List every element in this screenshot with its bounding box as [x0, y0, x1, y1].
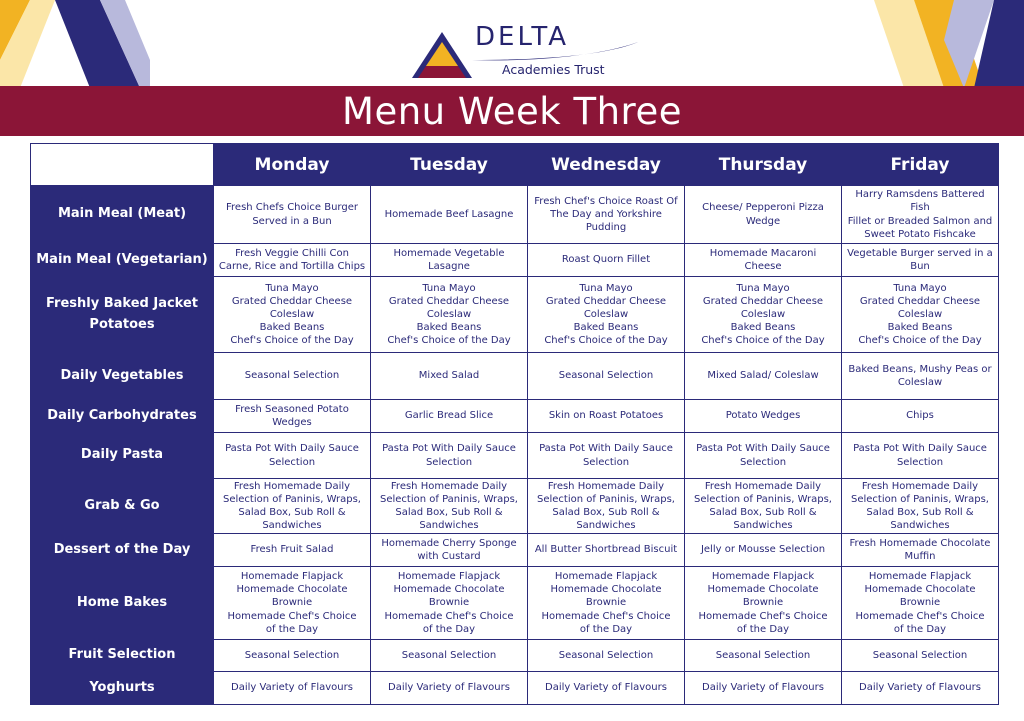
- menu-cell: [371, 400, 528, 433]
- menu-item-text: Sandwiches: [733, 520, 793, 532]
- menu-cell: [371, 672, 528, 705]
- menu-item-text: Baked Beans: [416, 322, 482, 334]
- menu-cell: [685, 672, 842, 705]
- menu-item-text: Muffin: [904, 551, 936, 562]
- menu-item-text: of the Day: [265, 623, 319, 635]
- menu-item-text: Fresh Seasoned Potato: [235, 403, 349, 415]
- menu-item-text: Daily Variety of Flavours: [388, 682, 510, 694]
- menu-cell: [371, 567, 528, 640]
- menu-item-text: Baked Beans: [573, 322, 639, 334]
- menu-item-text: Tuna Mayo: [422, 282, 476, 294]
- menu-row: [31, 479, 999, 534]
- menu-cell: [371, 186, 528, 244]
- menu-item-text: Tuna Mayo: [736, 282, 790, 294]
- menu-item-text: Seasonal Selection: [244, 370, 340, 382]
- menu-item-text: Served in a Bun: [252, 215, 332, 227]
- menu-item-text: Sandwiches: [576, 520, 636, 532]
- menu-item-text: Skin on Roast Potatoes: [548, 410, 664, 422]
- menu-cell: [842, 400, 999, 433]
- menu-item-text: Grated Cheddar Cheese: [859, 295, 981, 307]
- menu-cell: [685, 567, 842, 640]
- menu-item-text: Homemade Cherry Sponge: [381, 537, 517, 549]
- menu-cell: [214, 400, 371, 433]
- menu-item-text: Coleslaw: [740, 308, 786, 320]
- day-header: Friday: [842, 144, 999, 186]
- category-label: Daily Vegetables: [31, 353, 214, 400]
- menu-cell: [214, 672, 371, 705]
- menu-cell: [214, 534, 371, 567]
- menu-item-text: Coleslaw: [426, 308, 472, 320]
- category-label: Dessert of the Day: [31, 534, 214, 567]
- delta-triangle-icon: [410, 30, 474, 80]
- menu-item-text: Vegetable Burger served in a: [847, 247, 993, 259]
- menu-item-text: Potato Wedges: [725, 410, 801, 422]
- menu-item-text: Mixed Salad/ Coleslaw: [707, 370, 819, 382]
- menu-item-text: Grated Cheddar Cheese: [545, 295, 667, 307]
- menu-item-text: Coleslaw: [897, 308, 943, 320]
- menu-cell: [528, 186, 685, 244]
- category-label: Fruit Selection: [31, 640, 214, 672]
- menu-item-text: Daily Variety of Flavours: [545, 682, 667, 694]
- menu-item-text: Homemade Chocolate: [550, 584, 662, 596]
- menu-item-text: Bun: [910, 261, 930, 272]
- menu-row: [31, 244, 999, 277]
- menu-item-text: Sandwiches: [890, 520, 950, 532]
- menu-item-text: Selection of Paninis, Wraps,: [536, 493, 675, 505]
- menu-item-text: Brownie: [428, 597, 470, 609]
- menu-item-text: Seasonal Selection: [872, 649, 968, 661]
- menu-row: [31, 534, 999, 567]
- menu-cell: [214, 244, 371, 277]
- menu-item-text: Fresh Homemade Daily: [233, 480, 351, 492]
- menu-cell: [685, 433, 842, 479]
- menu-item-text: Homemade Chocolate: [236, 584, 348, 596]
- menu-item-text: of the Day: [422, 623, 476, 635]
- menu-item-text: Homemade Chocolate: [864, 584, 976, 596]
- menu-item-text: of the Day: [579, 623, 633, 635]
- menu-item-text: Homemade Flapjack: [711, 571, 815, 583]
- menu-cell: [842, 672, 999, 705]
- menu-item-text: Homemade Macaroni: [709, 247, 817, 259]
- menu-row: [31, 433, 999, 479]
- menu-item-text: Sandwiches: [419, 520, 479, 532]
- menu-cell: [685, 353, 842, 400]
- menu-item-text: Chef's Choice of the Day: [387, 335, 511, 347]
- menu-item-text: Brownie: [585, 597, 627, 609]
- menu-item-text: Selection of Paninis, Wraps,: [693, 493, 832, 505]
- menu-item-text: Cheese: [744, 261, 782, 272]
- category-label: Grab & Go: [31, 479, 214, 534]
- menu-item-text: Fresh Chef's Choice Roast Of: [534, 195, 678, 207]
- menu-cell: [685, 244, 842, 277]
- menu-cell: [528, 672, 685, 705]
- menu-item-text: Harry Ramsdens Battered Fish: [855, 189, 985, 214]
- corner-decoration-left: [0, 0, 150, 88]
- menu-item-text: Chips: [906, 410, 934, 422]
- menu-item-text: Coleslaw: [269, 308, 315, 320]
- menu-cell: [371, 433, 528, 479]
- menu-item-text: Jelly or Mousse Selection: [700, 544, 826, 556]
- menu-item-text: Mixed Salad: [418, 370, 480, 382]
- day-header: Thursday: [685, 144, 842, 186]
- menu-item-text: Baked Beans: [259, 322, 325, 334]
- menu-item-text: Homemade Chef's Choice: [227, 610, 357, 622]
- menu-item-text: Wedge: [745, 215, 781, 227]
- menu-cell: [842, 277, 999, 353]
- menu-item-text: Homemade Vegetable: [393, 247, 505, 259]
- menu-cell: [528, 400, 685, 433]
- menu-item-text: Grated Cheddar Cheese: [231, 295, 353, 307]
- header: [0, 0, 1024, 88]
- menu-cell: [842, 567, 999, 640]
- menu-item-text: Homemade Chef's Choice: [698, 610, 828, 622]
- menu-item-text: Pasta Pot With Daily Sauce: [853, 443, 987, 455]
- menu-item-text: Fresh Homemade Chocolate: [849, 537, 991, 549]
- menu-cell: [528, 244, 685, 277]
- menu-cell: [214, 640, 371, 672]
- menu-cell: [528, 433, 685, 479]
- menu-item-text: Seasonal Selection: [401, 649, 497, 661]
- menu-row: [31, 400, 999, 433]
- corner-decoration-right: [874, 0, 1024, 88]
- menu-item-text: Garlic Bread Slice: [404, 410, 494, 422]
- menu-item-text: Tuna Mayo: [265, 282, 319, 294]
- menu-item-text: Fresh Homemade Daily: [704, 480, 822, 492]
- menu-item-text: of the Day: [893, 623, 947, 635]
- menu-item-text: Daily Variety of Flavours: [702, 682, 824, 694]
- corner-cell: [31, 144, 214, 186]
- menu-item-text: Baked Beans: [887, 322, 953, 334]
- menu-cell: [842, 353, 999, 400]
- menu-cell: [685, 186, 842, 244]
- menu-item-text: Brownie: [899, 597, 941, 609]
- menu-item-text: Selection: [582, 456, 630, 468]
- menu-cell: [528, 479, 685, 534]
- menu-cell: [685, 277, 842, 353]
- day-header: Monday: [214, 144, 371, 186]
- menu-item-text: Seasonal Selection: [244, 649, 340, 661]
- menu-item-text: Brownie: [742, 597, 784, 609]
- menu-cell: [685, 479, 842, 534]
- menu-row: [31, 567, 999, 640]
- menu-item-text: Pasta Pot With Daily Sauce: [382, 443, 516, 455]
- menu-item-text: Homemade Flapjack: [240, 571, 344, 583]
- menu-item-text: Seasonal Selection: [558, 370, 654, 382]
- menu-cell: [528, 277, 685, 353]
- menu-item-text: Daily Variety of Flavours: [859, 682, 981, 694]
- menu-cell: [214, 433, 371, 479]
- menu-row: [31, 353, 999, 400]
- menu-item-text: Homemade Chef's Choice: [541, 610, 671, 622]
- menu-item-text: Fresh Chefs Choice Burger: [226, 202, 358, 214]
- menu-item-text: Selection of Paninis, Wraps,: [850, 493, 989, 505]
- menu-item-text: Fresh Homemade Daily: [390, 480, 508, 492]
- menu-cell: [528, 353, 685, 400]
- menu-item-text: Pasta Pot With Daily Sauce: [539, 443, 673, 455]
- menu-item-text: Grated Cheddar Cheese: [388, 295, 510, 307]
- menu-cell: [685, 534, 842, 567]
- menu-cell: [371, 244, 528, 277]
- menu-item-text: Chef's Choice of the Day: [230, 335, 354, 347]
- logo-wordmark: DELTA: [475, 22, 570, 52]
- day-header: Tuesday: [371, 144, 528, 186]
- menu-cell: [214, 353, 371, 400]
- menu-cell: [842, 433, 999, 479]
- menu-cell: [214, 277, 371, 353]
- category-label: Yoghurts: [31, 672, 214, 705]
- menu-cell: [371, 353, 528, 400]
- category-label: Main Meal (Meat): [31, 186, 214, 244]
- menu-item-text: of the Day: [736, 623, 790, 635]
- menu-item-text: All Butter Shortbread Biscuit: [534, 544, 678, 556]
- day-header: Wednesday: [528, 144, 685, 186]
- menu-cell: [528, 534, 685, 567]
- menu-table: [30, 143, 999, 705]
- menu-item-text: Wedges: [272, 417, 312, 428]
- category-label: Daily Pasta: [31, 433, 214, 479]
- menu-item-text: Tuna Mayo: [893, 282, 947, 294]
- menu-cell: [214, 479, 371, 534]
- menu-item-text: Coleslaw: [583, 308, 629, 320]
- menu-item-text: Selection: [739, 456, 787, 468]
- menu-cell: [842, 244, 999, 277]
- menu-item-text: Fresh Homemade Daily: [861, 480, 979, 492]
- menu-item-text: Salad Box, Sub Roll &: [709, 507, 817, 518]
- menu-item-text: Selection of Paninis, Wraps,: [379, 493, 518, 505]
- menu-item-text: The Day and Yorkshire: [550, 208, 662, 220]
- menu-cell: [685, 640, 842, 672]
- menu-cell: [371, 534, 528, 567]
- menu-item-text: Homemade Flapjack: [397, 571, 501, 583]
- menu-item-text: Seasonal Selection: [558, 649, 654, 661]
- menu-item-text: Pudding: [585, 222, 627, 234]
- menu-cell: [842, 640, 999, 672]
- menu-row: [31, 277, 999, 353]
- menu-item-text: Fresh Veggie Chilli Con: [235, 247, 349, 259]
- menu-item-text: Homemade Beef Lasagne: [384, 208, 514, 220]
- menu-cell: [685, 400, 842, 433]
- menu-item-text: Homemade Flapjack: [554, 571, 658, 583]
- menu-item-text: Chef's Choice of the Day: [858, 335, 982, 347]
- delta-logo: [410, 24, 640, 84]
- menu-item-text: Salad Box, Sub Roll &: [866, 507, 974, 518]
- menu-item-text: Roast Quorn Fillet: [561, 254, 651, 266]
- menu-body: [31, 186, 999, 705]
- menu-item-text: Salad Box, Sub Roll &: [395, 507, 503, 518]
- menu-item-text: Brownie: [271, 597, 313, 609]
- menu-cell: [528, 640, 685, 672]
- menu-row: [31, 640, 999, 672]
- menu-item-text: Homemade Chef's Choice: [855, 610, 985, 622]
- menu-item-text: Homemade Chocolate: [707, 584, 819, 596]
- category-label: Main Meal (Vegetarian): [31, 244, 214, 277]
- menu-item-text: Fresh Homemade Daily: [547, 480, 665, 492]
- category-label: Home Bakes: [31, 567, 214, 640]
- menu-item-text: Salad Box, Sub Roll &: [238, 507, 346, 518]
- menu-item-text: Chef's Choice of the Day: [701, 335, 825, 347]
- day-header-row: [31, 144, 999, 186]
- menu-cell: [528, 567, 685, 640]
- category-label: Freshly Baked Jacket Potatoes: [31, 277, 214, 353]
- menu-item-text: Sandwiches: [262, 520, 322, 532]
- menu-cell: [371, 479, 528, 534]
- menu-row: [31, 672, 999, 705]
- menu-cell: [842, 186, 999, 244]
- menu-cell: [842, 479, 999, 534]
- menu-row: [31, 186, 999, 244]
- menu-item-text: Daily Variety of Flavours: [231, 682, 353, 694]
- menu-item-text: Carne, Rice and Tortilla Chips: [218, 261, 366, 272]
- menu-item-text: Sweet Potato Fishcake: [864, 228, 976, 240]
- menu-item-text: Selection: [896, 456, 944, 468]
- title-banner: [0, 86, 1024, 136]
- menu-item-text: Homemade Chef's Choice: [384, 610, 514, 622]
- menu-cell: [214, 567, 371, 640]
- menu-cell: [842, 534, 999, 567]
- menu-cell: [371, 640, 528, 672]
- menu-item-text: Salad Box, Sub Roll &: [552, 507, 660, 518]
- menu-item-text: with Custard: [417, 551, 481, 562]
- menu-item-text: Pasta Pot With Daily Sauce: [696, 443, 830, 455]
- menu-cell: [214, 186, 371, 244]
- menu-item-text: Baked Beans: [730, 322, 796, 334]
- menu-item-text: Fresh Fruit Salad: [250, 544, 334, 556]
- menu-item-text: Fillet or Breaded Salmon and: [847, 215, 993, 227]
- menu-item-text: Tuna Mayo: [579, 282, 633, 294]
- menu-item-text: Homemade Flapjack: [868, 571, 972, 583]
- menu-item-text: Baked Beans, Mushy Peas or: [848, 363, 992, 375]
- menu-item-text: Chef's Choice of the Day: [544, 335, 668, 347]
- menu-item-text: Cheese/ Pepperoni Pizza: [702, 202, 824, 214]
- menu-item-text: Grated Cheddar Cheese: [702, 295, 824, 307]
- menu-cell: [371, 277, 528, 353]
- menu-item-text: Pasta Pot With Daily Sauce: [225, 443, 359, 455]
- page-title: Menu Week Three: [342, 89, 682, 133]
- menu-item-text: Selection: [425, 456, 473, 468]
- menu-item-text: Homemade Chocolate: [393, 584, 505, 596]
- menu-item-text: Selection: [268, 456, 316, 468]
- menu-item-text: Seasonal Selection: [715, 649, 811, 661]
- category-label: Daily Carbohydrates: [31, 400, 214, 433]
- logo-tagline: Academies Trust: [502, 62, 605, 77]
- menu-item-text: Selection of Paninis, Wraps,: [222, 493, 361, 505]
- menu-item-text: Coleslaw: [897, 377, 943, 388]
- menu-item-text: Lasagne: [428, 261, 470, 272]
